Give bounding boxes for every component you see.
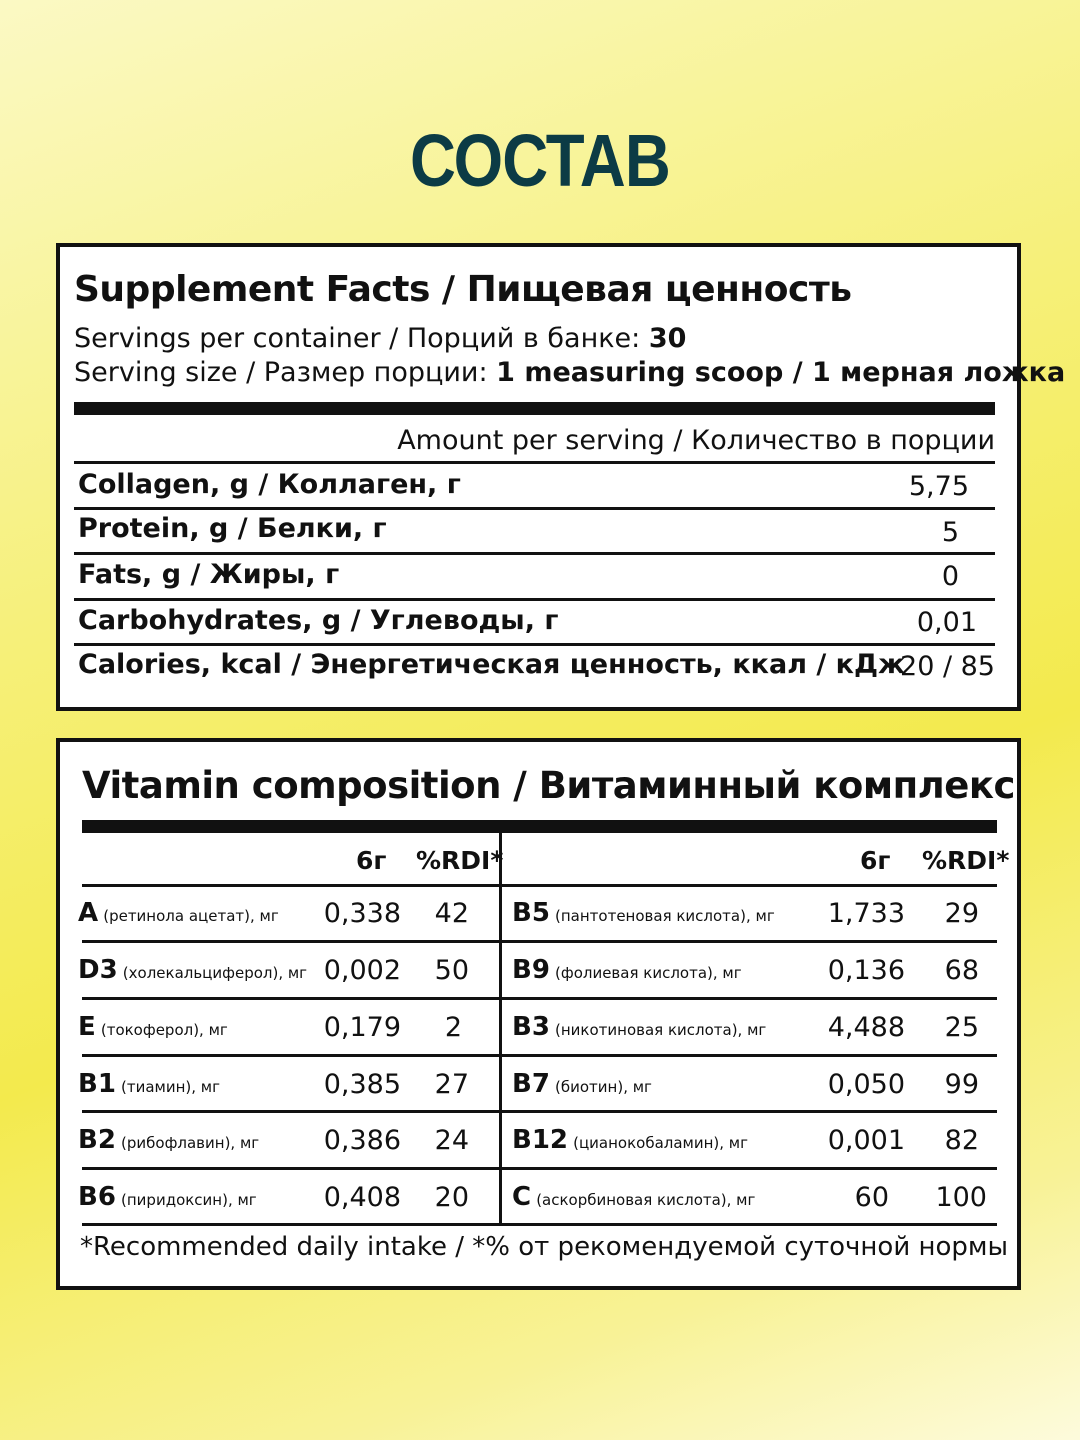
vitamin-rdi: 2 <box>444 1012 462 1043</box>
vitamin-row-b5 <box>512 898 775 928</box>
row-divider <box>82 940 997 943</box>
row-divider <box>82 1167 997 1170</box>
vitamin-rdi: 24 <box>434 1125 469 1156</box>
vitamin-amount: 0,002 <box>323 955 401 986</box>
servings-value: 30 <box>648 323 687 354</box>
row-divider <box>74 507 995 510</box>
vitamin-note: (токоферол), мг <box>100 1021 228 1039</box>
vitamin-name: B9 <box>512 955 550 985</box>
servings-label: Servings per container / Порций в банке: <box>74 323 649 354</box>
vitamin-note: (фолиевая кислота), мг <box>555 964 742 982</box>
nutrient-value-protein: 5 <box>941 517 959 548</box>
row-divider <box>82 1110 997 1113</box>
vitamin-composition-panel <box>56 738 1021 1290</box>
vitamin-amount: 0,385 <box>323 1069 401 1100</box>
serving-size-label: Serving size / Размер порции: <box>74 357 497 388</box>
vitamin-amount: 60 <box>854 1182 889 1213</box>
col-header-amount-right: 6г <box>860 846 891 875</box>
vitamin-name: A <box>78 898 99 928</box>
serving-size-value: 1 measuring scoop / 1 мерная ложка <box>496 357 1066 388</box>
vitamin-amount: 0,001 <box>827 1125 905 1156</box>
vitamin-note: (цианокобаламин), мг <box>573 1134 748 1152</box>
vitamin-rdi: 29 <box>944 898 979 929</box>
supplement-facts-panel <box>56 243 1066 711</box>
vitamin-rdi: 25 <box>944 1012 979 1043</box>
vitamin-note: (тиамин), мг <box>121 1078 221 1096</box>
row-divider <box>74 598 995 601</box>
vitamin-name: D3 <box>78 955 118 985</box>
column-divider <box>499 833 502 1223</box>
serving-size <box>74 357 1065 388</box>
vitamin-note: (пантотеновая кислота), мг <box>555 907 775 925</box>
vitamin-note: (пиридоксин), мг <box>121 1191 257 1209</box>
vitamin-note: (ретинола ацетат), мг <box>103 907 279 925</box>
vitamin-name: B12 <box>512 1125 568 1155</box>
row-divider <box>82 884 997 887</box>
row-divider <box>82 997 997 1000</box>
vitamin-note: (аскорбиновая кислота), мг <box>536 1191 756 1209</box>
vitamin-amount: 0,408 <box>323 1182 401 1213</box>
servings-per-container <box>74 323 686 354</box>
vitamin-row-b12 <box>512 1125 748 1155</box>
vitamin-rdi: 20 <box>434 1182 469 1213</box>
vitamin-row-b3 <box>512 1012 766 1042</box>
rdi-footnote: *Recommended daily intake / *% от рекомендуемой суточной нормы <box>80 1232 1009 1262</box>
vitamin-row-b9 <box>512 955 742 985</box>
vitamin-amount: 0,386 <box>323 1125 401 1156</box>
vitamin-amount: 0,050 <box>827 1069 905 1100</box>
vitamin-name: B1 <box>78 1069 116 1099</box>
vitamin-rdi: 99 <box>944 1069 979 1100</box>
col-header-amount-left: 6г <box>356 846 387 875</box>
nutrient-value-carbohydrates: 0,01 <box>916 607 977 638</box>
vitamin-note: (рибофлавин), мг <box>121 1134 260 1152</box>
vitamin-note: (никотиновая кислота), мг <box>555 1021 767 1039</box>
vitamin-row-a <box>78 898 279 928</box>
vitamin-rdi: 100 <box>935 1182 987 1213</box>
vitamin-row-b1 <box>78 1069 220 1099</box>
vitamin-rdi: 27 <box>434 1069 469 1100</box>
vitamin-rdi: 82 <box>944 1125 979 1156</box>
vitamin-row-b7 <box>512 1069 652 1099</box>
thick-divider <box>82 820 997 833</box>
vitamin-name: B5 <box>512 898 550 928</box>
nutrient-value-fats: 0 <box>941 561 959 592</box>
vitamin-note: (холекальциферол), мг <box>122 964 308 982</box>
vitamin-note: (биотин), мг <box>555 1078 652 1096</box>
nutrient-label-fats: Fats, g / Жиры, г <box>78 559 340 590</box>
vitamin-row-b2 <box>78 1125 259 1155</box>
row-divider <box>74 552 995 555</box>
vitamin-row-d3 <box>78 955 307 985</box>
thick-divider <box>74 402 995 415</box>
nutrient-value-collagen: 5,75 <box>908 471 969 502</box>
vitamin-row-e <box>78 1012 228 1042</box>
nutrient-label-collagen: Collagen, g / Коллаген, г <box>78 469 461 500</box>
vitamin-amount: 4,488 <box>827 1012 905 1043</box>
vitamin-amount: 1,733 <box>827 898 905 929</box>
vitamin-amount: 0,179 <box>323 1012 401 1043</box>
row-divider <box>74 643 995 646</box>
nutrient-value-calories: 20 / 85 <box>900 651 995 682</box>
col-header-rdi-left: %RDI* <box>416 846 504 875</box>
vitamin-rdi: 50 <box>434 955 469 986</box>
row-divider <box>82 1223 997 1226</box>
facts-title: Supplement Facts / Пищевая ценность <box>74 269 852 310</box>
row-divider <box>74 461 995 464</box>
vitamin-name: B7 <box>512 1069 550 1099</box>
nutrient-label-protein: Protein, g / Белки, г <box>78 513 387 544</box>
vitamin-name: E <box>78 1012 96 1042</box>
nutrient-label-calories: Calories, kcal / Энергетическая ценность, ккал / кДж <box>78 649 905 680</box>
vitamin-name: B2 <box>78 1125 116 1155</box>
vitamin-rdi: 42 <box>434 898 469 929</box>
col-header-rdi-right: %RDI* <box>922 846 1010 875</box>
vitamin-row-b6 <box>78 1182 257 1212</box>
vitamin-name: C <box>512 1182 532 1212</box>
vitamin-title: Vitamin composition / Витаминный комплекс <box>82 764 1015 807</box>
page-title: СОСТАВ <box>410 119 670 202</box>
amount-per-serving-header: Amount per serving / Количество в порции <box>397 425 995 456</box>
vitamin-amount: 0,338 <box>323 898 401 929</box>
vitamin-name: B3 <box>512 1012 550 1042</box>
nutrient-label-carbohydrates: Carbohydrates, g / Углеводы, г <box>78 605 559 636</box>
vitamin-row-c <box>512 1182 755 1212</box>
row-divider <box>82 1054 997 1057</box>
vitamin-name: B6 <box>78 1182 116 1212</box>
vitamin-rdi: 68 <box>944 955 979 986</box>
vitamin-amount: 0,136 <box>827 955 905 986</box>
